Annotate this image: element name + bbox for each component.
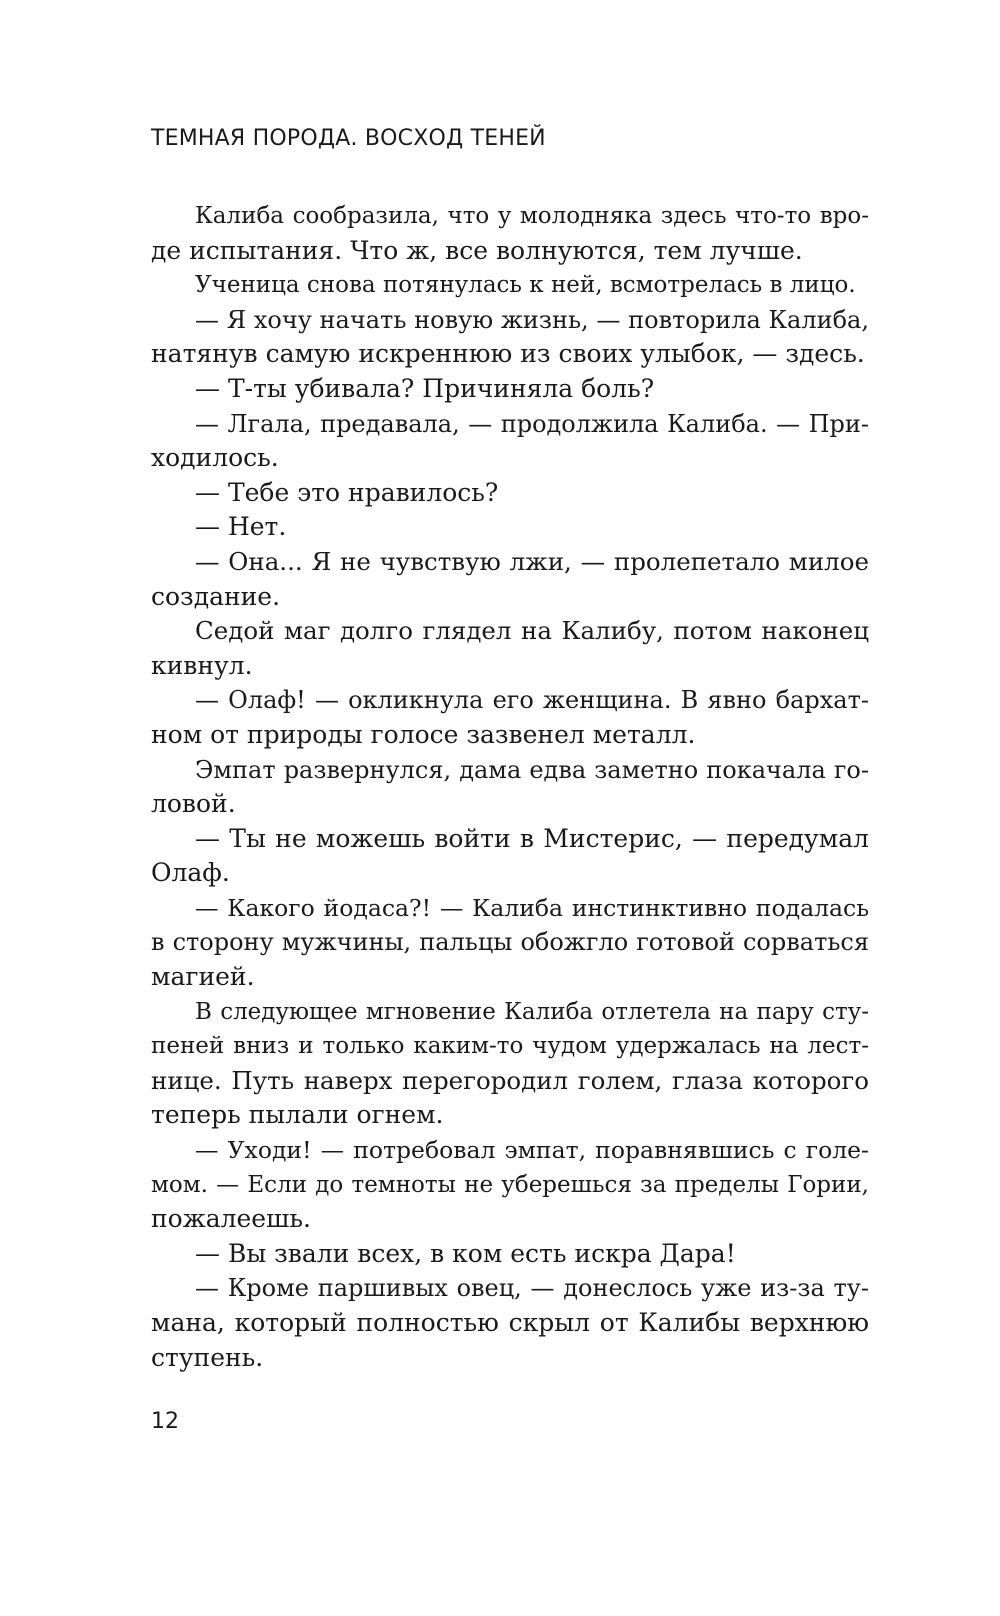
text-line: ступень. bbox=[151, 1342, 264, 1372]
text-line: — Ты не можешь войти в Мистерис, — передумал bbox=[195, 823, 869, 853]
text-line: Ученица снова потянулась к ней, всмотрелась в лицо. bbox=[195, 272, 856, 299]
text-line: — Т-ты убивала? Причиняла боль? bbox=[195, 373, 655, 403]
text-line: в сторону мужчины, пальцы обожгло готовой сорваться bbox=[151, 928, 869, 957]
text-line: Калиба сообразила, что у молодняка здесь что-то вро- bbox=[195, 203, 869, 229]
text-line: — Тебе это нравилось? bbox=[195, 477, 499, 507]
text-line: — Лгала, предавала, — продолжила Калиба. — При- bbox=[195, 409, 869, 438]
text-line: В следующее мгновение Калиба отлетела на пару сту- bbox=[195, 998, 869, 1025]
text-line: теперь пылали огнем. bbox=[151, 1100, 444, 1130]
text-line: де испытания. Что ж, все волнуются, тем лучше. bbox=[151, 235, 803, 265]
text-line: — Какого йодаса?! — Калиба инстинктивно подалась bbox=[195, 893, 869, 922]
body-text bbox=[151, 199, 869, 1375]
text-line: создание. bbox=[151, 581, 281, 611]
text-line: пеней вниз и только каким-то чудом удержалась на лест- bbox=[151, 1033, 869, 1060]
text-line: пожалеешь. bbox=[151, 1204, 311, 1234]
text-line: — Уходи! — потребовал эмпат, поравнявшись с голе- bbox=[195, 1136, 869, 1165]
text-line: — Я хочу начать новую жизнь, — повторила Калиба, bbox=[195, 305, 869, 334]
text-line: — Олаф! — окликнула его женщина. В явно бархат- bbox=[195, 686, 869, 715]
text-line: кивнул. bbox=[151, 650, 253, 680]
text-line: магией. bbox=[151, 962, 255, 992]
text-line: мана, который полностью скрыл от Калибы верхнюю bbox=[151, 1308, 869, 1337]
running-header: ТЕМНАЯ ПОРОДА. ВОСХОД ТЕНЕЙ bbox=[151, 126, 546, 151]
text-line: Эмпат развернулся, дама едва заметно покачала го- bbox=[195, 755, 869, 784]
text-line: ходилось. bbox=[151, 443, 279, 473]
text-line: Олаф. bbox=[151, 858, 230, 888]
text-line: — Она... Я не чувствую лжи, — пролепетало милое bbox=[195, 546, 869, 576]
text-line: — Кроме паршивых овец, — донеслось уже из-за ту- bbox=[195, 1274, 869, 1303]
page-number: 12 bbox=[151, 1409, 179, 1434]
text-line: мом. — Если до темноты не уберешься за пределы Гории, bbox=[151, 1171, 869, 1198]
text-line: натянув самую искреннюю из своих улыбок, — здесь. bbox=[151, 339, 865, 369]
text-line: — Нет. bbox=[195, 512, 287, 542]
text-line: нице. Путь наверх перегородил голем, глаза которого bbox=[151, 1065, 869, 1095]
text-line: ном от природы голосе зазвенел металл. bbox=[151, 719, 696, 749]
text-line: Седой маг долго глядел на Калибу, потом наконец bbox=[195, 616, 869, 646]
text-line: — Вы звали всех, в ком есть искра Дара! bbox=[195, 1238, 736, 1268]
text-line: ловой. bbox=[151, 789, 236, 819]
